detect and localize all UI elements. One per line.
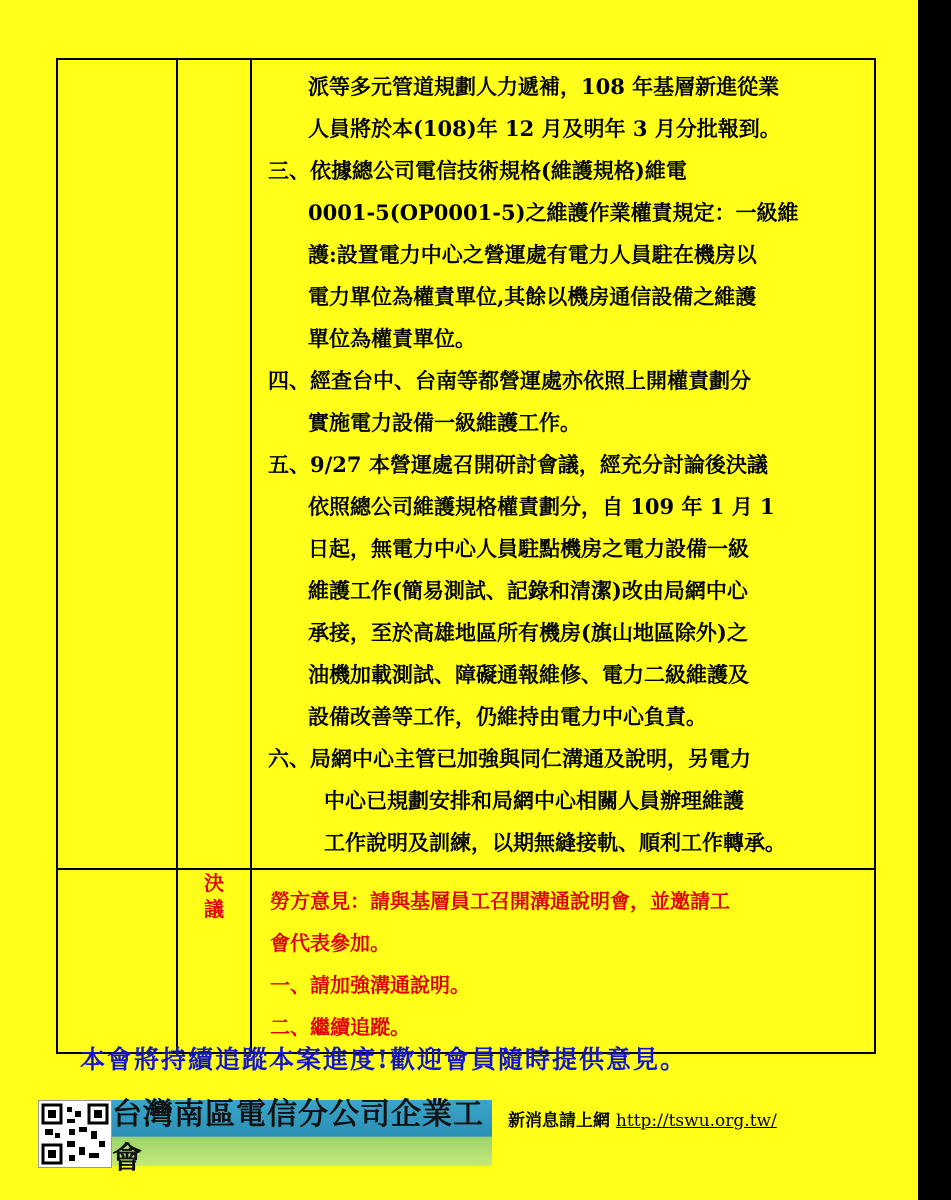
body-line: 四、經查台中、台南等都營運處亦依照上開權責劃分 (268, 368, 751, 393)
body-line: 電力單位為權責單位,其餘以機房通信設備之維護 (308, 284, 757, 309)
body-line: 維護工作(簡易測試、記錄和清潔)改由局網中心 (308, 578, 748, 603)
union-logo-text: 台灣南區電信分公司企業工會 (112, 1097, 484, 1176)
website-label: 新消息請上網 (508, 1111, 610, 1131)
body-line: 0001-5(OP0001-5)之維護作業權責規定：一級維 (308, 200, 799, 225)
body-line: 工作說明及訓練，以期無縫接軌、順利工作轉承。 (324, 830, 786, 855)
decision-label-cell (177, 869, 251, 1053)
empty-cell (57, 59, 177, 869)
body-line: 三、依據總公司電信技術規格(維護規格)維電 (268, 158, 687, 183)
website-notice (508, 1106, 777, 1131)
body-line: 派等多元管道規劃人力遞補，108 年基層新進從業 (308, 74, 780, 99)
decision-line: 一、請加強溝通說明。 (270, 973, 470, 997)
decision-cell (251, 869, 875, 1053)
decision-line: 會代表參加。 (270, 931, 390, 955)
content-cell (251, 59, 875, 869)
table-row (57, 59, 875, 869)
body-line: 六、局網中心主管已加強與同仁溝通及說明，另電力 (268, 746, 751, 771)
body-line: 五、9/27 本營運處召開研討會議，經充分討論後決議 (268, 452, 768, 477)
body-line: 實施電力設備一級維護工作。 (308, 410, 581, 435)
body-line: 單位為權責單位。 (308, 326, 476, 351)
table-row (57, 869, 875, 1053)
body-line: 設備改善等工作，仍維持由電力中心負責。 (308, 704, 707, 729)
body-line: 中心已規劃安排和局網中心相關人員辦理維護 (324, 788, 744, 813)
empty-cell (177, 59, 251, 869)
website-link[interactable]: http://tswu.org.tw/ (615, 1111, 777, 1131)
body-line: 油機加載測試、障礙通報維修、電力二級維護及 (308, 662, 749, 687)
body-line: 護:設置電力中心之營運處有電力人員駐在機房以 (308, 242, 757, 267)
body-line: 依照總公司維護規格權責劃分，自 109 年 1 月 1 (308, 494, 775, 519)
decision-label-char: 議 (204, 897, 224, 921)
decision-label-char: 決 (204, 871, 224, 895)
body-line: 承接，至於高雄地區所有機房(旗山地區除外)之 (308, 620, 748, 645)
minutes-table (56, 58, 876, 1054)
empty-cell (57, 869, 177, 1053)
union-logo (112, 1097, 492, 1176)
decision-line: 勞方意見：請與基層員工召開溝通說明會，並邀請工 (270, 889, 730, 913)
qr-code-icon (38, 1100, 112, 1168)
footer-note: 本會將持續追蹤本案進度!歡迎會員隨時提供意見。 (80, 1045, 687, 1074)
body-line: 人員將於本(108)年 12 月及明年 3 月分批報到。 (308, 116, 781, 141)
decision-line: 二、繼續追蹤。 (270, 1015, 410, 1039)
body-line: 日起，無電力中心人員駐點機房之電力設備一級 (308, 536, 749, 561)
